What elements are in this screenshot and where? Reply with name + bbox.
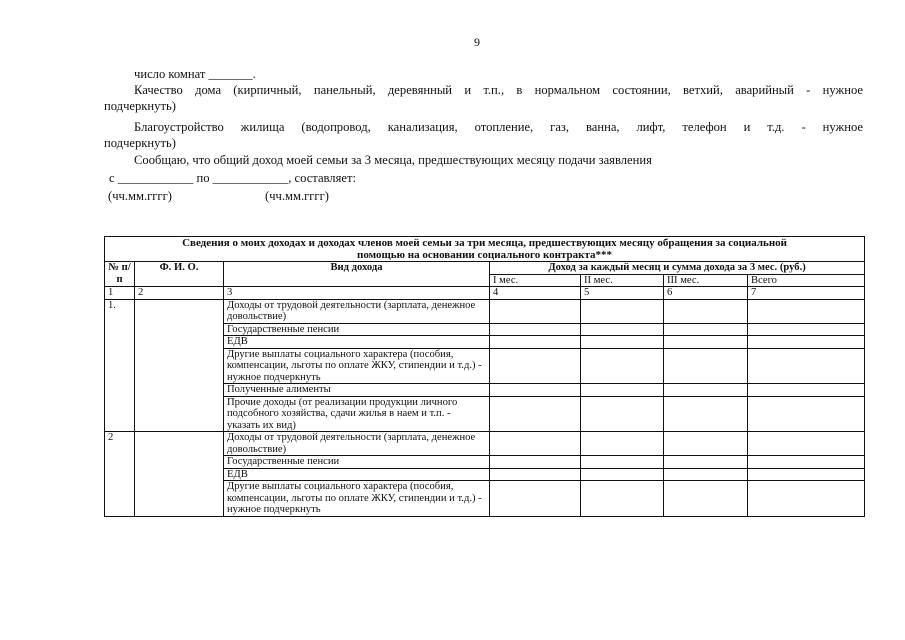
- income-month-3-cell: [664, 456, 748, 469]
- income-total-cell: [748, 456, 865, 469]
- income-month-3-cell: [664, 323, 748, 336]
- income-month-2-cell: [581, 396, 664, 432]
- income-month-2-cell: [581, 384, 664, 397]
- income-type-cell: Доходы от трудовой деятельности (зарплата, денежное довольствие): [224, 299, 490, 323]
- income-month-1-cell: [490, 481, 581, 517]
- rooms-line: число комнат _______.: [134, 67, 256, 81]
- income-month-2-cell: [581, 456, 664, 469]
- income-table: [104, 236, 865, 517]
- income-intro-line: Сообщаю, что общий доход моей семьи за 3 месяца, предшествующих месяцу подачи заявления: [134, 153, 652, 167]
- income-total-cell: [748, 481, 865, 517]
- income-total-cell: [748, 396, 865, 432]
- income-type-cell: ЕДВ: [224, 336, 490, 349]
- income-month-1-cell: [490, 456, 581, 469]
- income-month-3-cell: [664, 468, 748, 481]
- income-type-cell: Государственные пенсии: [224, 323, 490, 336]
- table-row: [105, 299, 865, 323]
- income-month-3-cell: [664, 299, 748, 323]
- header-income-type: Вид дохода: [224, 262, 490, 287]
- column-number: 3: [224, 287, 490, 300]
- income-month-3-cell: [664, 396, 748, 432]
- income-month-1-cell: [490, 299, 581, 323]
- income-type-cell: Государственные пенсии: [224, 456, 490, 469]
- member-number: 1.: [105, 299, 135, 432]
- table-row: [105, 432, 865, 456]
- amenities-line-cont: подчеркнуть): [104, 136, 176, 150]
- column-number: 7: [748, 287, 865, 300]
- header-total: Всего: [748, 274, 865, 287]
- income-total-cell: [748, 323, 865, 336]
- income-month-1-cell: [490, 323, 581, 336]
- column-number: 2: [135, 287, 224, 300]
- member-name-cell: [135, 432, 224, 517]
- member-number: 2: [105, 432, 135, 517]
- income-month-2-cell: [581, 468, 664, 481]
- income-month-3-cell: [664, 348, 748, 384]
- page-number: 9: [474, 35, 480, 49]
- header-month-3: III мес.: [664, 274, 748, 287]
- column-number: 1: [105, 287, 135, 300]
- income-total-cell: [748, 348, 865, 384]
- column-number: 5: [581, 287, 664, 300]
- income-total-cell: [748, 384, 865, 397]
- income-total-cell: [748, 336, 865, 349]
- income-type-cell: ЕДВ: [224, 468, 490, 481]
- income-month-1-cell: [490, 396, 581, 432]
- income-month-2-cell: [581, 336, 664, 349]
- income-month-1-cell: [490, 384, 581, 397]
- income-month-1-cell: [490, 432, 581, 456]
- column-number: 4: [490, 287, 581, 300]
- income-total-cell: [748, 468, 865, 481]
- income-month-3-cell: [664, 384, 748, 397]
- income-month-2-cell: [581, 299, 664, 323]
- column-number: 6: [664, 287, 748, 300]
- income-month-1-cell: [490, 336, 581, 349]
- header-number: № п/п: [105, 262, 135, 287]
- table-caption: Сведения о моих доходах и доходах членов моей семьи за три месяца, предшествующих месяцу обращения за социальной помощью на основании социального контракта***: [105, 237, 865, 262]
- income-type-cell: Доходы от трудовой деятельности (зарплата, денежное довольствие): [224, 432, 490, 456]
- income-type-cell: Другие выплаты социального характера (пособия, компенсации, льготы по оплате ЖКУ, стипендии и т.д.) - нужное подчеркнуть: [224, 481, 490, 517]
- income-total-cell: [748, 432, 865, 456]
- header-income-group: Доход за каждый месяц и сумма дохода за 3 мес. (руб.): [490, 262, 865, 275]
- member-name-cell: [135, 299, 224, 432]
- date-from-hint: (чч.мм.гггг): [108, 189, 172, 203]
- header-month-1: I мес.: [490, 274, 581, 287]
- income-month-1-cell: [490, 468, 581, 481]
- income-month-3-cell: [664, 432, 748, 456]
- income-month-2-cell: [581, 432, 664, 456]
- income-month-2-cell: [581, 481, 664, 517]
- amenities-line: Благоустройство жилища (водопровод, канализация, отопление, газ, ванна, лифт, телефон и т.д. - нужное: [134, 120, 863, 134]
- income-month-1-cell: [490, 348, 581, 384]
- house-quality-line-cont: подчеркнуть): [104, 99, 176, 113]
- income-month-3-cell: [664, 336, 748, 349]
- income-period-line: с ____________ по ____________, составляет:: [109, 171, 356, 185]
- income-month-2-cell: [581, 348, 664, 384]
- income-type-cell: Прочие доходы (от реализации продукции личного подсобного хозяйства, сдачи жилья в наем и т.п. - указать их вид): [224, 396, 490, 432]
- income-total-cell: [748, 299, 865, 323]
- house-quality-line: Качество дома (кирпичный, панельный, деревянный и т.п., в нормальном состоянии, ветхий, аварийный - нужное: [134, 83, 863, 97]
- income-type-cell: Другие выплаты социального характера (пособия, компенсации, льготы по оплате ЖКУ, стипендии и т.д.) - нужное подчеркнуть: [224, 348, 490, 384]
- date-to-hint: (чч.мм.гггг): [265, 189, 329, 203]
- income-type-cell: Полученные алименты: [224, 384, 490, 397]
- header-month-2: II мес.: [581, 274, 664, 287]
- income-month-2-cell: [581, 323, 664, 336]
- header-name: Ф. И. О.: [135, 262, 224, 287]
- income-month-3-cell: [664, 481, 748, 517]
